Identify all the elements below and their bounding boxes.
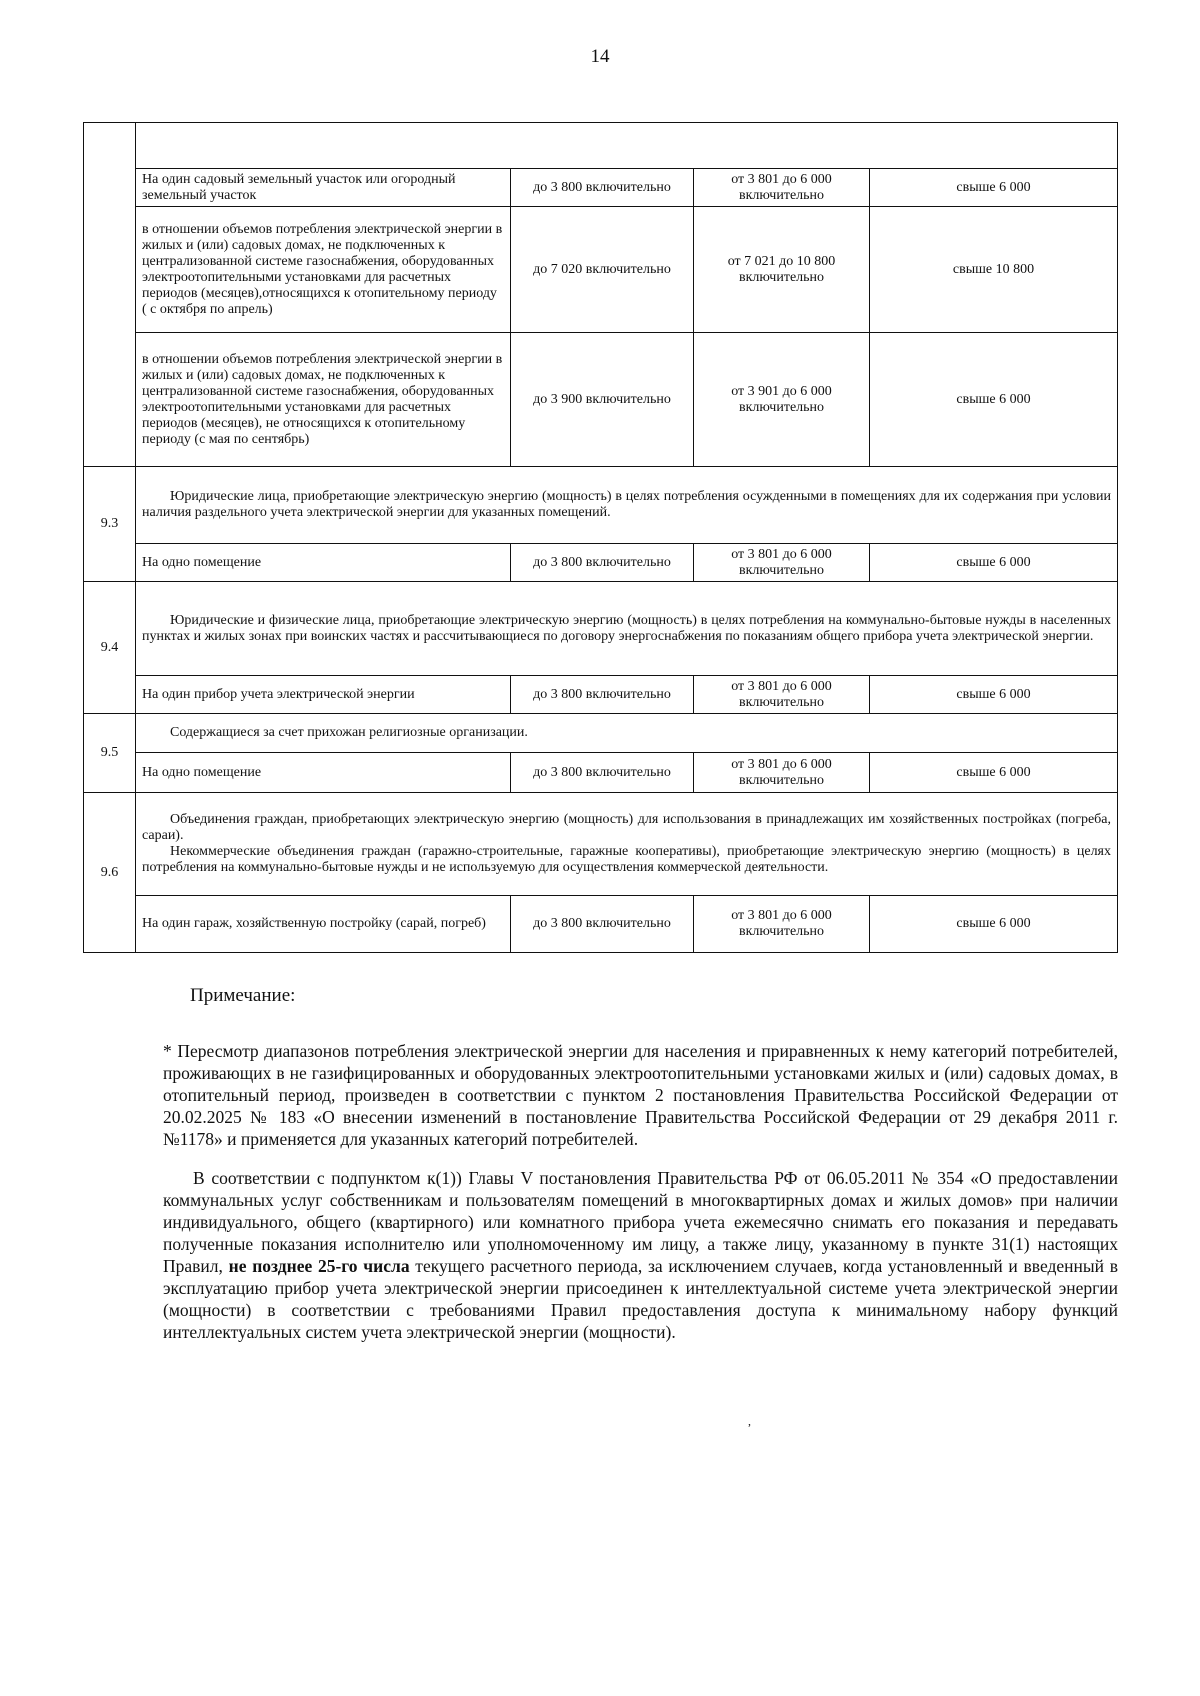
range-high: свыше 6 000 (870, 753, 1118, 793)
range-mid: от 3 801 до 6 000 включительно (694, 676, 870, 714)
range-low: до 7 020 включительно (511, 207, 694, 333)
table-row (84, 169, 1118, 207)
range-mid: от 7 021 до 10 800 включительно (694, 207, 870, 333)
paragraph-text: В соответствии с подпунктом к(1)) Главы V постановления Правительства РФ от 06.05.2011 № 354 «О предоставлении коммунальных услуг собственникам и пользователям помещений в многоквартирных домах и жилых домов» при наличии индивидуального, общего (квартирного) или комнатного прибора учета ежемесячно снимать его показания и передавать полученные показания исполнителю или уполномоченному им лицу, а также лицу, указанному в пункте 31(1) настоящих Правил, (163, 1168, 1118, 1276)
table-row (84, 676, 1118, 714)
section-description (136, 714, 1118, 753)
range-mid: от 3 801 до 6 000 включительно (694, 169, 870, 207)
range-high: свыше 6 000 (870, 169, 1118, 207)
continuation-header-cell (136, 123, 1118, 169)
range-low: до 3 800 включительно (511, 896, 694, 953)
range-mid: от 3 801 до 6 000 включительно (694, 753, 870, 793)
row-description: в отношении объемов потребления электрической энергии в жилых и (или) садовых домах, не подключенных к централизованной системе газоснабжения, оборудованных электроотопительными установками для расчетных периодов (месяцев),относящихся к отопительному периоду ( с октября по апрель) (136, 207, 511, 333)
range-mid: от 3 901 до 6 000 включительно (694, 333, 870, 467)
range-low: до 3 900 включительно (511, 333, 694, 467)
section-text: Юридические лица, приобретающие электрическую энергию (мощность) в целях потребления осужденными в помещениях для их содержания при условии наличия раздельного учета электрической энергии для указанных помещений. (142, 489, 1111, 520)
range-high: свыше 6 000 (870, 544, 1118, 582)
range-low: до 3 800 включительно (511, 676, 694, 714)
deadline-emphasis: не позднее 25-го числа (228, 1256, 410, 1276)
range-mid: от 3 801 до 6 000 включительно (694, 544, 870, 582)
row-description: в отношении объемов потребления электрической энергии в жилых и (или) садовых домах, не подключенных к централизованной системе газоснабжения, оборудованных электроотопительными установками для расчетных периодов (месяцев), не относящихся к отопительному периоду (с мая по сентябрь) (136, 333, 511, 467)
page-number: 14 (590, 46, 610, 67)
range-low: до 3 800 включительно (511, 753, 694, 793)
table-row (84, 896, 1118, 953)
section-number: 9.6 (84, 793, 136, 953)
section-9-3-header (84, 467, 1118, 544)
section-9-5-header (84, 714, 1118, 753)
range-mid: от 3 801 до 6 000 включительно (694, 896, 870, 953)
range-high: свыше 6 000 (870, 676, 1118, 714)
row-description: На один гараж, хозяйственную постройку (сарай, погреб) (136, 896, 511, 953)
range-high: свыше 6 000 (870, 896, 1118, 953)
tariff-table (83, 122, 1118, 953)
section-description (136, 793, 1118, 896)
row-description: На одно помещение (136, 544, 511, 582)
continuation-number-cell (84, 123, 136, 467)
range-low: до 3 800 включительно (511, 169, 694, 207)
section-9-6-header (84, 793, 1118, 896)
row-description: На одно помещение (136, 753, 511, 793)
range-high: свыше 6 000 (870, 333, 1118, 467)
section-text: Содержащиеся за счет прихожан религиозные организации. (170, 725, 528, 740)
section-number: 9.3 (84, 467, 136, 582)
stray-mark: , (748, 1414, 751, 1428)
table-row (84, 333, 1118, 467)
note-paragraph-meter-reading (163, 1167, 1118, 1343)
section-description (136, 582, 1118, 676)
table-row (84, 544, 1118, 582)
paragraph-text: текущего расчетного периода, за исключением случаев, когда установленный и введенный в эксплуатацию прибор учета электрической энергии присоединен к интеллектуальной системе учета электрической энергии (мощности) в соответствии с требованиями Правил предоставления доступа к минимальному набору функций интеллектуальных систем учета электрической энергии (мощности). (163, 1256, 1118, 1342)
row-description: На один садовый земельный участок или огородный земельный участок (136, 169, 511, 207)
section-text: Юридические и физические лица, приобретающие электрическую энергию (мощность) в целях потребления на коммунально-бытовые нужды в населенных пунктах и жилых зонах при воинских частях и рассчитывающиеся по договору энергоснабжения по показаниям общего прибора учета электрической энергии. (142, 612, 1111, 644)
range-high: свыше 10 800 (870, 207, 1118, 333)
row-description: На один прибор учета электрической энергии (136, 676, 511, 714)
section-number: 9.4 (84, 582, 136, 714)
section-text: Объединения граждан, приобретающих электрическую энергию (мощность) для использования в принадлежащих им хозяйственных постройках (погреба, сараи). (142, 812, 1111, 843)
section-description (136, 467, 1118, 544)
range-low: до 3 800 включительно (511, 544, 694, 582)
note-paragraph-revision: * Пересмотр диапазонов потребления электрической энергии для населения и приравненных к нему категорий потребителей, проживающих в не газифицированных и оборудованных электроотопительными установками жилых и (или) садовых домах, в отопительный период, произведен в соответствии с пунктом 2 постановления Правительства Российской Федерации от 20.02.2025 № 183 «О внесении изменений в постановление Правительства Российской Федерации от 29 декабря 2011 г. №1178» и применяется для указанных категорий потребителей. (163, 1041, 1118, 1149)
section-number: 9.5 (84, 714, 136, 793)
table-row (84, 207, 1118, 333)
table-row (84, 753, 1118, 793)
section-text: Некоммерческие объединения граждан (гаражно-строительные, гаражные кооперативы), приобретающие электрическую энергию (мощность) в целях потребления на коммунально-бытовые нужды и не используемую для осуществления коммерческой деятельности. (142, 844, 1111, 875)
section-9-4-header (84, 582, 1118, 676)
note-label: Примечание: (190, 985, 296, 1006)
